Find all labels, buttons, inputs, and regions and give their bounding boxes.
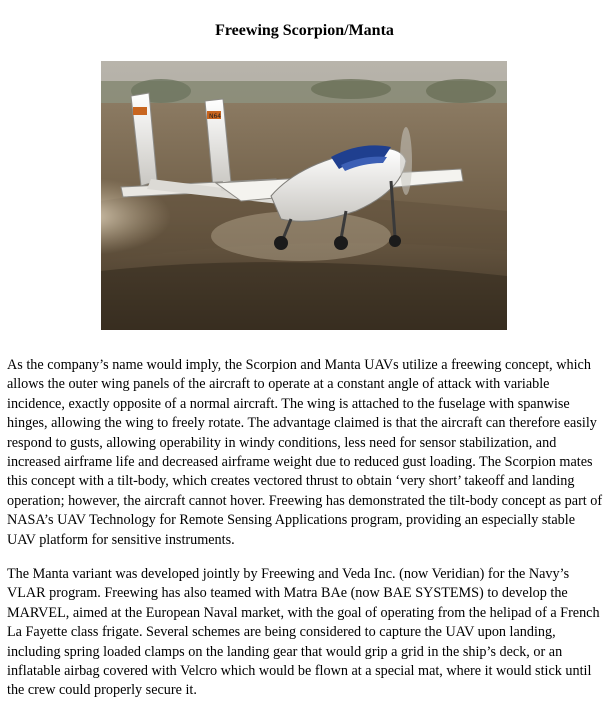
tail-marking: N64 [209,113,222,120]
body-paragraph-2: The Manta variant was developed jointly by Freewing and Veda Inc. (now Veridian) for the Navy’s VLAR program. Freewing has also teamed with Matra BAe (now BAE SYSTEMS) to develop the MARVEL, aimed at the European Naval market, with the goal of operating from the helipad of a French La Fayette class frigate. Several schemes are being considered to capture the UAV upon landing, including spring loaded clamps on the landing gear that would grip a grid in the ship’s deck, or an inflatable airbag covered with Velcro which would be flown at a special mat, where it would stick until the crew could properly secure it. [7,566,600,699]
aircraft-photo [101,61,507,330]
body-paragraph-1: As the company’s name would imply, the Scorpion and Manta UAVs utilize a freewing concept, which allows the outer wing panels of the aircraft to operate at a constant angle of attack with variable incidence, exactly opposite of a normal aircraft. The wing is attached to the fuselage with spanwise hinges, allowing the wing to freely rotate. The advantage claimed is that the aircraft can therefore easily respond to gusts, allowing operability in windy conditions, less need for sensor stabilization, and increased airframe life and decreased airframe weight due to reduced gust loading. The Scorpion mates this concept with a tilt-body, which creates vectored thrust to obtain ‘very short’ takeoff and landing operation; however, the aircraft cannot hover. Freewing has demonstrated the tilt-body concept as part of NASA’s UAV Technology for Remote Sensing Applications program, providing an especially stable UAV platform for sensitive instruments. [7,357,603,548]
page-title: Freewing Scorpion/Manta [215,22,394,39]
